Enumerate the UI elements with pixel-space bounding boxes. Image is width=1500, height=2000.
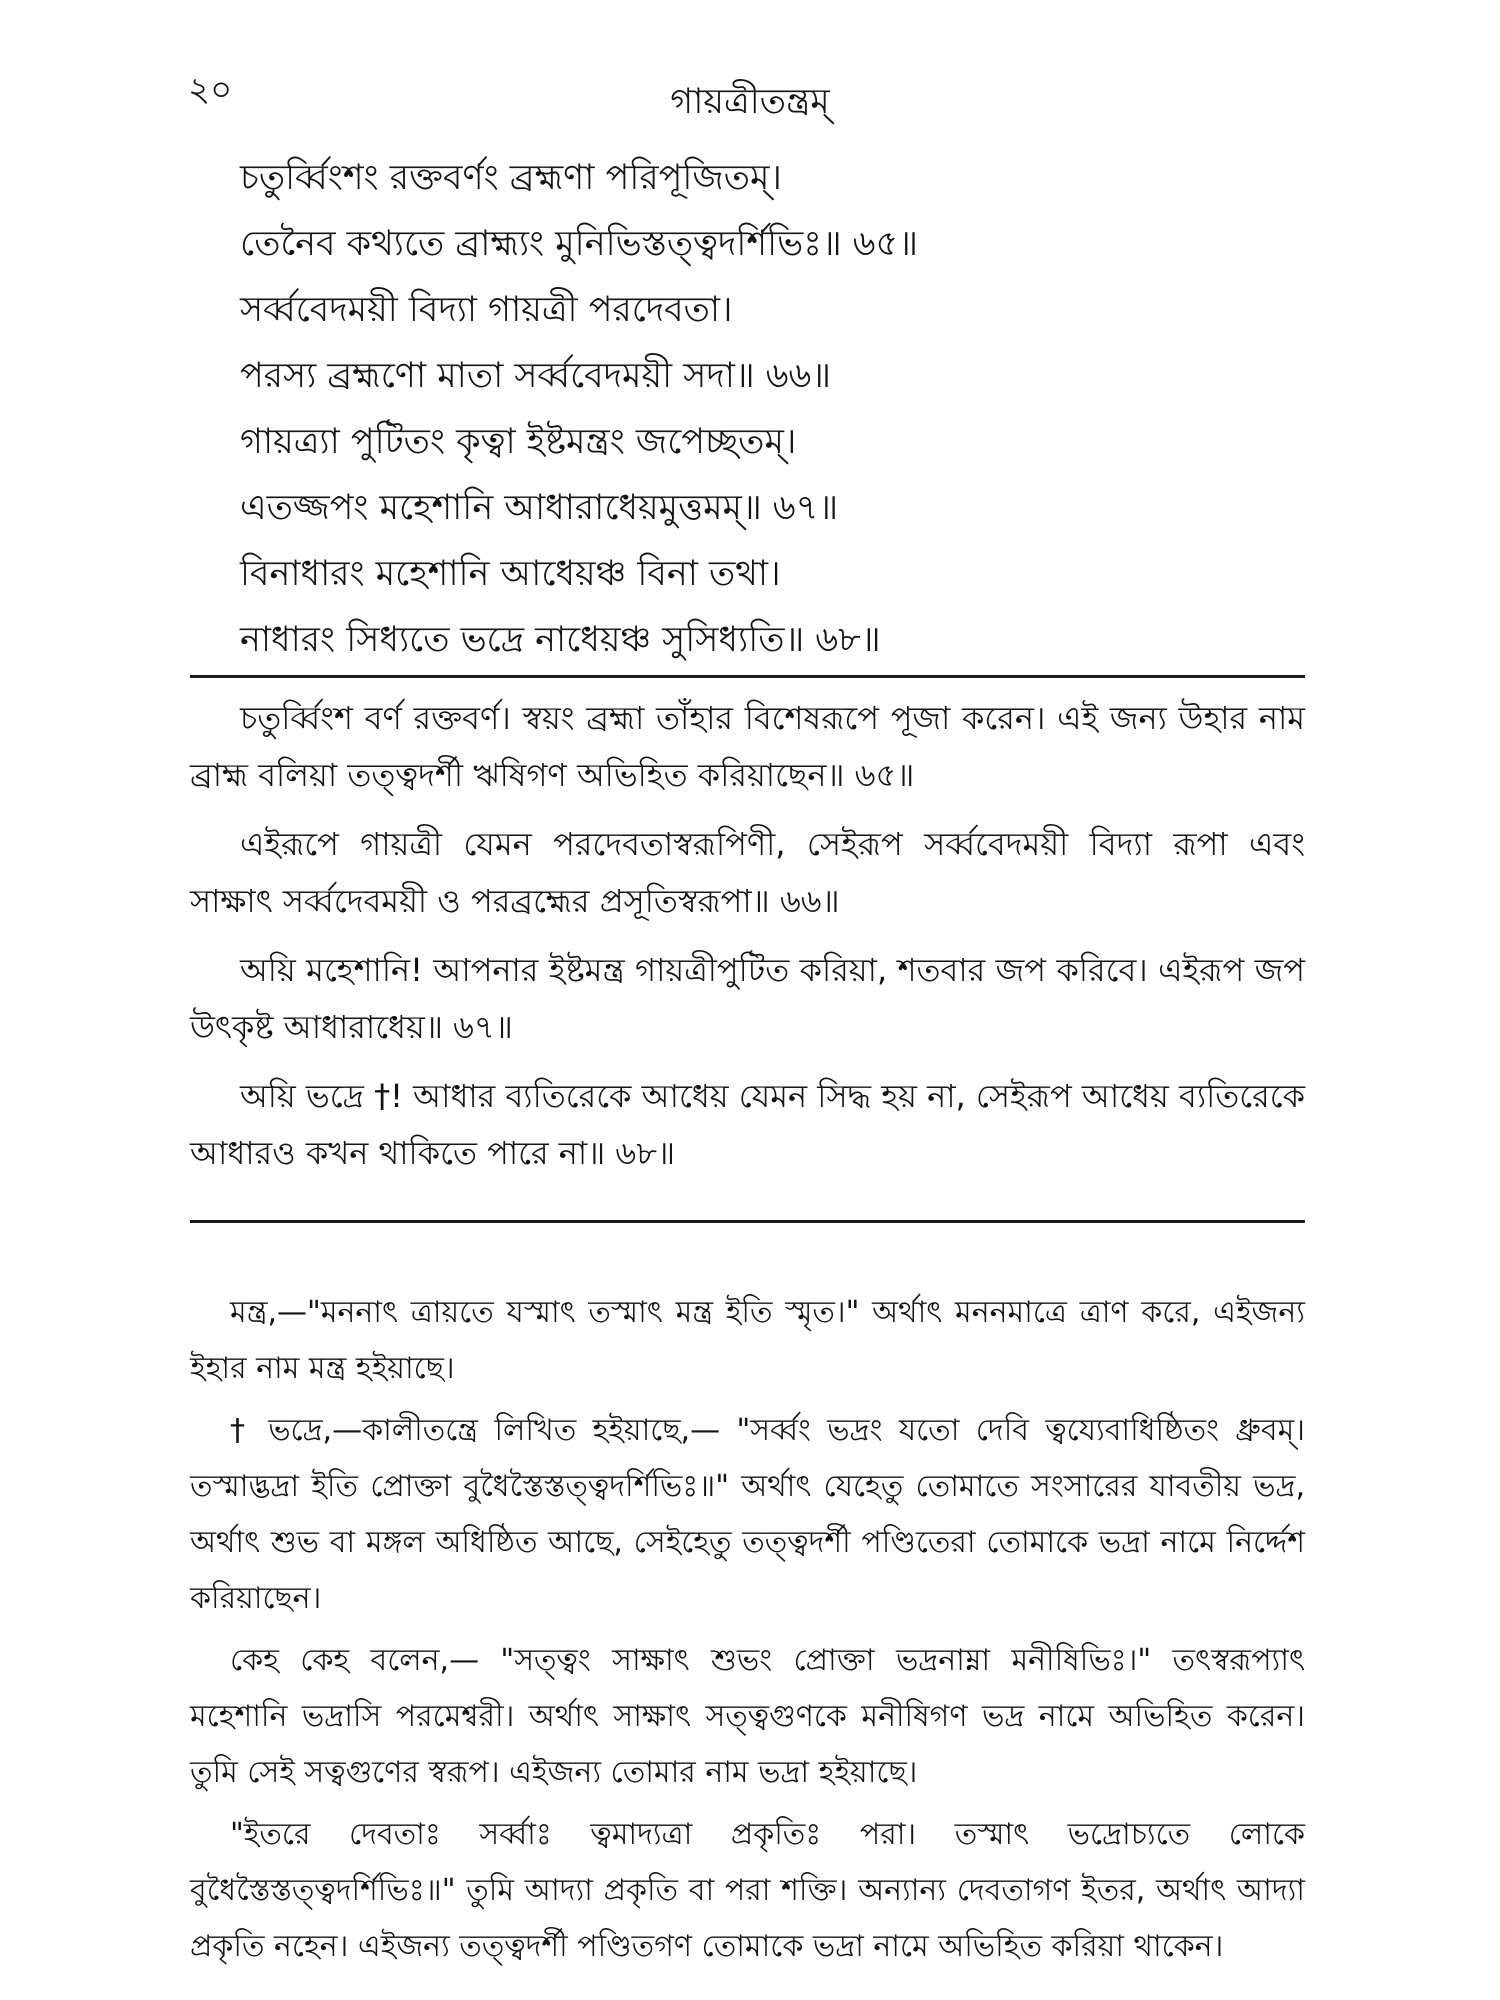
bengali-commentary [190, 690, 1305, 1194]
commentary-paragraph: অয়ি মহেশানি! আপনার ইষ্টমন্ত্র গায়ত্রীপুটিত করিয়া, শতবার জপ করিবে। এইরূপ জপ উৎকৃষ্ট আধারাধেয়॥ ৬৭॥ [190, 951, 1305, 1046]
verse-line: গায়ত্র্যা পুটিতং কৃত্বা ইষ্টমন্ত্রং জপেচ্ছতম্। [240, 422, 797, 462]
page-number: ২০ [188, 70, 233, 110]
footnote-paragraph: † ভদ্রে,—কালীতন্ত্রে লিখিত হইয়াছে,— "সর্ব্বং ভদ্রং যতো দেবি ত্বয্যেবাধিষ্ঠিতং ধ্রুবম্। তস্মাদ্ভদ্রা ইতি প্রোক্তা বুধৈস্তৈস্তত্ত্বদর্শিভিঃ॥" অর্থাৎ যেহেতু তোমাতে সংসারের যাবতীয় ভদ্র, অর্থাৎ শুভ বা মঙ্গল অধিষ্ঠিত আছে, সেইহেতু তত্ত্বদর্শী পণ্ডিতেরা তোমাকে ভদ্রা নামে নির্দ্দেশ করিয়াছেন। [190, 1413, 1305, 1616]
footnote-paragraph: "ইতরে দেবতাঃ সর্ব্বাঃ ত্বমাদ্যত্রা প্রকৃতিঃ পরা। তস্মাৎ ভদ্রোচ্যতে লোকে বুধৈস্তৈস্তত্ত্বদর্শিভিঃ॥" তুমি আদ্যা প্রকৃতি বা পরা শক্তি। অন্যান্য দেবতাগণ ইতর, অর্থাৎ আদ্যা প্রকৃতি নহেন। এইজন্য তত্ত্বদর্শী পণ্ডিতগণ তোমাকে ভদ্রা নামে অভিহিত করিয়া থাকেন। [190, 1817, 1305, 1964]
commentary-paragraph: চতুর্ব্বিংশ বর্ণ রক্তবর্ণ। স্বয়ং ব্রহ্মা তাঁহার বিশেষরূপে পূজা করেন। এই জন্য উহার নাম ব্রাহ্ম বলিয়া তত্ত্বদর্শী ঋষিগণ অভিহিত করিয়াছেন॥ ৬৫॥ [190, 699, 1305, 794]
verse-line: এতজ্জপং মহেশানি আধারাধেয়মুত্তমম্॥ ৬৭॥ [240, 488, 839, 528]
verse-line: নাধারং সিধ্যতে ভদ্রে নাধেয়ঞ্চ সুসিধ্যতি॥ ৬৮॥ [240, 620, 881, 660]
verse-line: সর্ব্ববেদময়ী বিদ্যা গায়ত্রী পরদেবতা। [240, 290, 733, 330]
verse-line: বিনাধারং মহেশানি আধেয়ঞ্চ বিনা তথা। [240, 554, 781, 594]
commentary-paragraph: এইরূপে গায়ত্রী যেমন পরদেবতাস্বরূপিণী, সেইরূপ সর্ব্ববেদময়ী বিদ্যা রূপা এবং সাক্ষাৎ সর্ব্বদেবময়ী ও পরব্রহ্মের প্রসূতিস্বরূপা॥ ৬৬॥ [190, 825, 1305, 920]
footnote-paragraph: কেহ কেহ বলেন,— "সত্ত্বং সাক্ষাৎ শুভং প্রোক্তা ভদ্রনাম্না মনীষিভিঃ।" তৎস্বরূপ্যাৎ মহেশানি ভদ্রাসি পরমেশ্বরী। অর্থাৎ সাক্ষাৎ সত্ত্বগুণকে মনীষিগণ ভদ্র নামে অভিহিত করেন। তুমি সেই সত্বগুণের স্বরূপ। এইজন্য তোমার নাম ভদ্রা হইয়াছে। [190, 1643, 1305, 1790]
footnote-paragraph: মন্ত্র,—"মননাৎ ত্রায়তে যস্মাৎ তস্মাৎ মন্ত্র ইতি স্মৃত।" অর্থাৎ মননমাত্রে ত্রাণ করে, এইজন্য ইহার নাম মন্ত্র হইয়াছে। [190, 1295, 1305, 1386]
verse-line: চতুর্ব্বিংশং রক্তবর্ণং ব্রহ্মণা পরিপূজিতম্। [240, 158, 782, 198]
commentary-paragraph: অয়ি ভদ্রে †! আধার ব্যতিরেকে আধেয় যেমন সিদ্ধ হয় না, সেইরূপ আধেয় ব্যতিরেকে আধারও কখন থাকিতে পারে না॥ ৬৮॥ [190, 1077, 1305, 1172]
verse-line: তেনৈব কথ্যতে ব্রাহ্ম্যং মুনিভিস্তত্ত্বদর্শিভিঃ॥ ৬৫॥ [240, 224, 919, 264]
sanskrit-verses [240, 145, 1340, 673]
section-divider-bottom [190, 1220, 1305, 1223]
footnotes [190, 1285, 1305, 1981]
page-title: গায়ত্রীতন্ত্রম্ [670, 82, 830, 122]
section-divider-top [190, 675, 1305, 678]
verse-line: পরস্য ব্রহ্মণো মাতা সর্ব্ববেদময়ী সদা॥ ৬৬॥ [240, 356, 832, 396]
